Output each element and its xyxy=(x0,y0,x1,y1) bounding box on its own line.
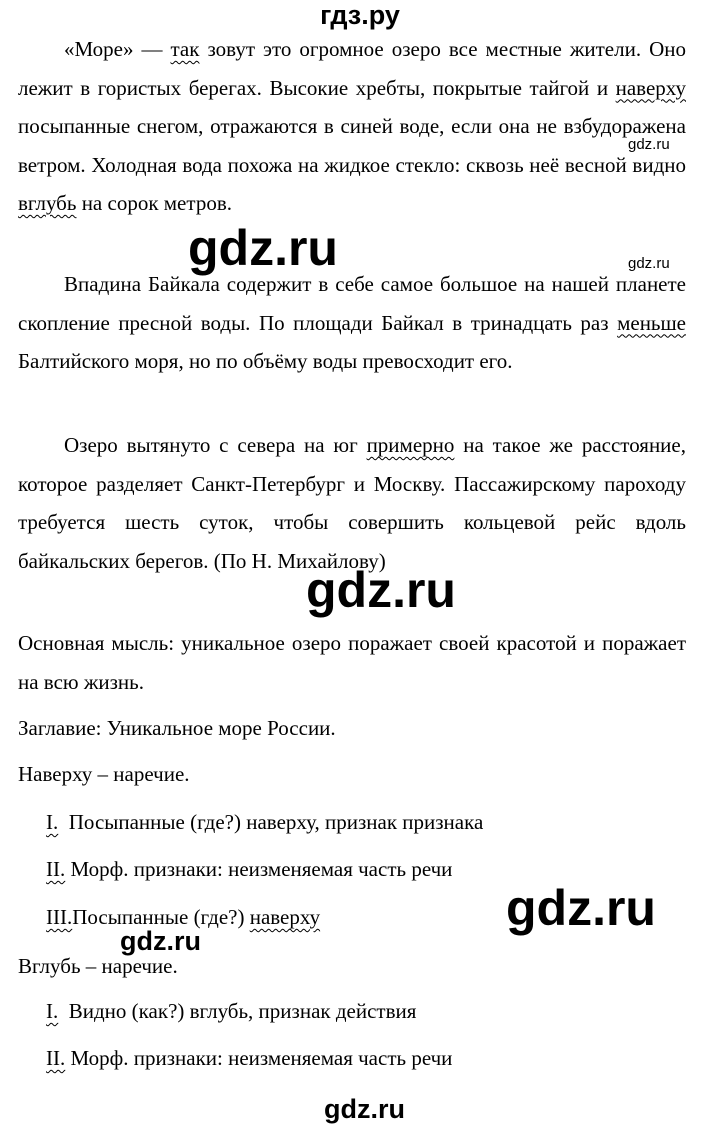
watermark-medium-1: gdz.ru xyxy=(120,926,201,956)
watermark-small-2: gdz.ru xyxy=(628,255,670,272)
analysis-item-2 xyxy=(46,855,452,883)
underlined-word-naverkhu-2: наверху xyxy=(249,905,321,929)
watermark-medium-2: gdz.ru xyxy=(324,1094,405,1124)
paragraph-1-text-d: на сорок метров. xyxy=(76,191,232,215)
paragraph-1 xyxy=(18,30,686,223)
numeral-5: II. xyxy=(46,1046,66,1070)
analysis-item-1 xyxy=(46,808,483,836)
analysis-heading-vglub: Вглубь – наречие. xyxy=(18,954,178,978)
paragraph-3 xyxy=(18,426,686,580)
numeral-2: II. xyxy=(46,857,66,881)
paragraph-2-text-a: Впадина Байкала содержит в себе самое большое на нашей планете скопление пресной воды. По площади Байкал в тринадцать раз xyxy=(18,272,686,335)
underlined-word-vglub: вглубь xyxy=(18,191,77,215)
paragraph-2-text-b: Балтийского моря, но по объёму воды превосходит его. xyxy=(18,349,513,373)
main-idea: Основная мысль: уникальное озеро поражает своей красотой и поражает на всю жизнь. xyxy=(18,631,686,694)
analysis-item-2-text: Морф. признаки: неизменяемая часть речи xyxy=(70,857,453,881)
analysis-heading-naverkhu: Наверху – наречие. xyxy=(18,762,190,786)
paragraph-1-text-b: зовут это огромное озеро все местные жители. Оно лежит в гористых берегах. Высокие хребты, покрытые тайгой и xyxy=(18,37,686,100)
analysis-item-3-text: Посыпанные (где?) xyxy=(72,905,250,929)
analysis-item-5-text: Морф. признаки: неизменяемая часть речи xyxy=(70,1046,453,1070)
watermark-big-2: gdz.ru xyxy=(306,562,456,618)
analysis-item-5 xyxy=(46,1044,452,1072)
analysis-item-4 xyxy=(46,997,416,1025)
paragraph-3-text-b: на такое же расстояние, которое разделяет Санкт-Петербург и Москву. Пассажирскому пароходу требуется шесть суток, чтобы совершить кольцевой рейс вдоль байкальских берегов. (По Н. Михайлову) xyxy=(18,433,686,573)
underlined-word-primerno: примерно xyxy=(366,433,455,457)
paragraph-3-text-a: Озеро вытянуто с севера на юг xyxy=(64,433,367,457)
underlined-word-naverkhu: наверху xyxy=(615,75,686,100)
numeral-4: I. xyxy=(46,999,59,1023)
paragraph-2 xyxy=(18,265,686,381)
paragraph-1-text-c: посыпанные снегом, отражаются в синей воде, если она не взбудоражена ветром. Холодная вода похожа на жидкое стекло: сквозь неё весной видно xyxy=(18,114,686,177)
watermark-big-1: gdz.ru xyxy=(188,220,338,276)
underlined-word-menshe: меньше xyxy=(617,310,686,335)
title-line: Заглавие: Уникальное море России. xyxy=(18,716,336,740)
underlined-word-tak: так xyxy=(170,37,200,61)
watermark-big-3: gdz.ru xyxy=(506,880,656,936)
numeral-1: I. xyxy=(46,810,59,834)
page-header: гдз.ру xyxy=(320,0,400,30)
numeral-3: III. xyxy=(46,905,73,929)
watermark-small-1: gdz.ru xyxy=(628,136,670,153)
analysis-item-1-text: Посыпанные (где?) наверху, признак признака xyxy=(68,810,484,834)
analysis-item-4-text: Видно (как?) вглубь, признак действия xyxy=(68,999,417,1023)
paragraph-1-text-a: «Море» — xyxy=(64,37,171,61)
